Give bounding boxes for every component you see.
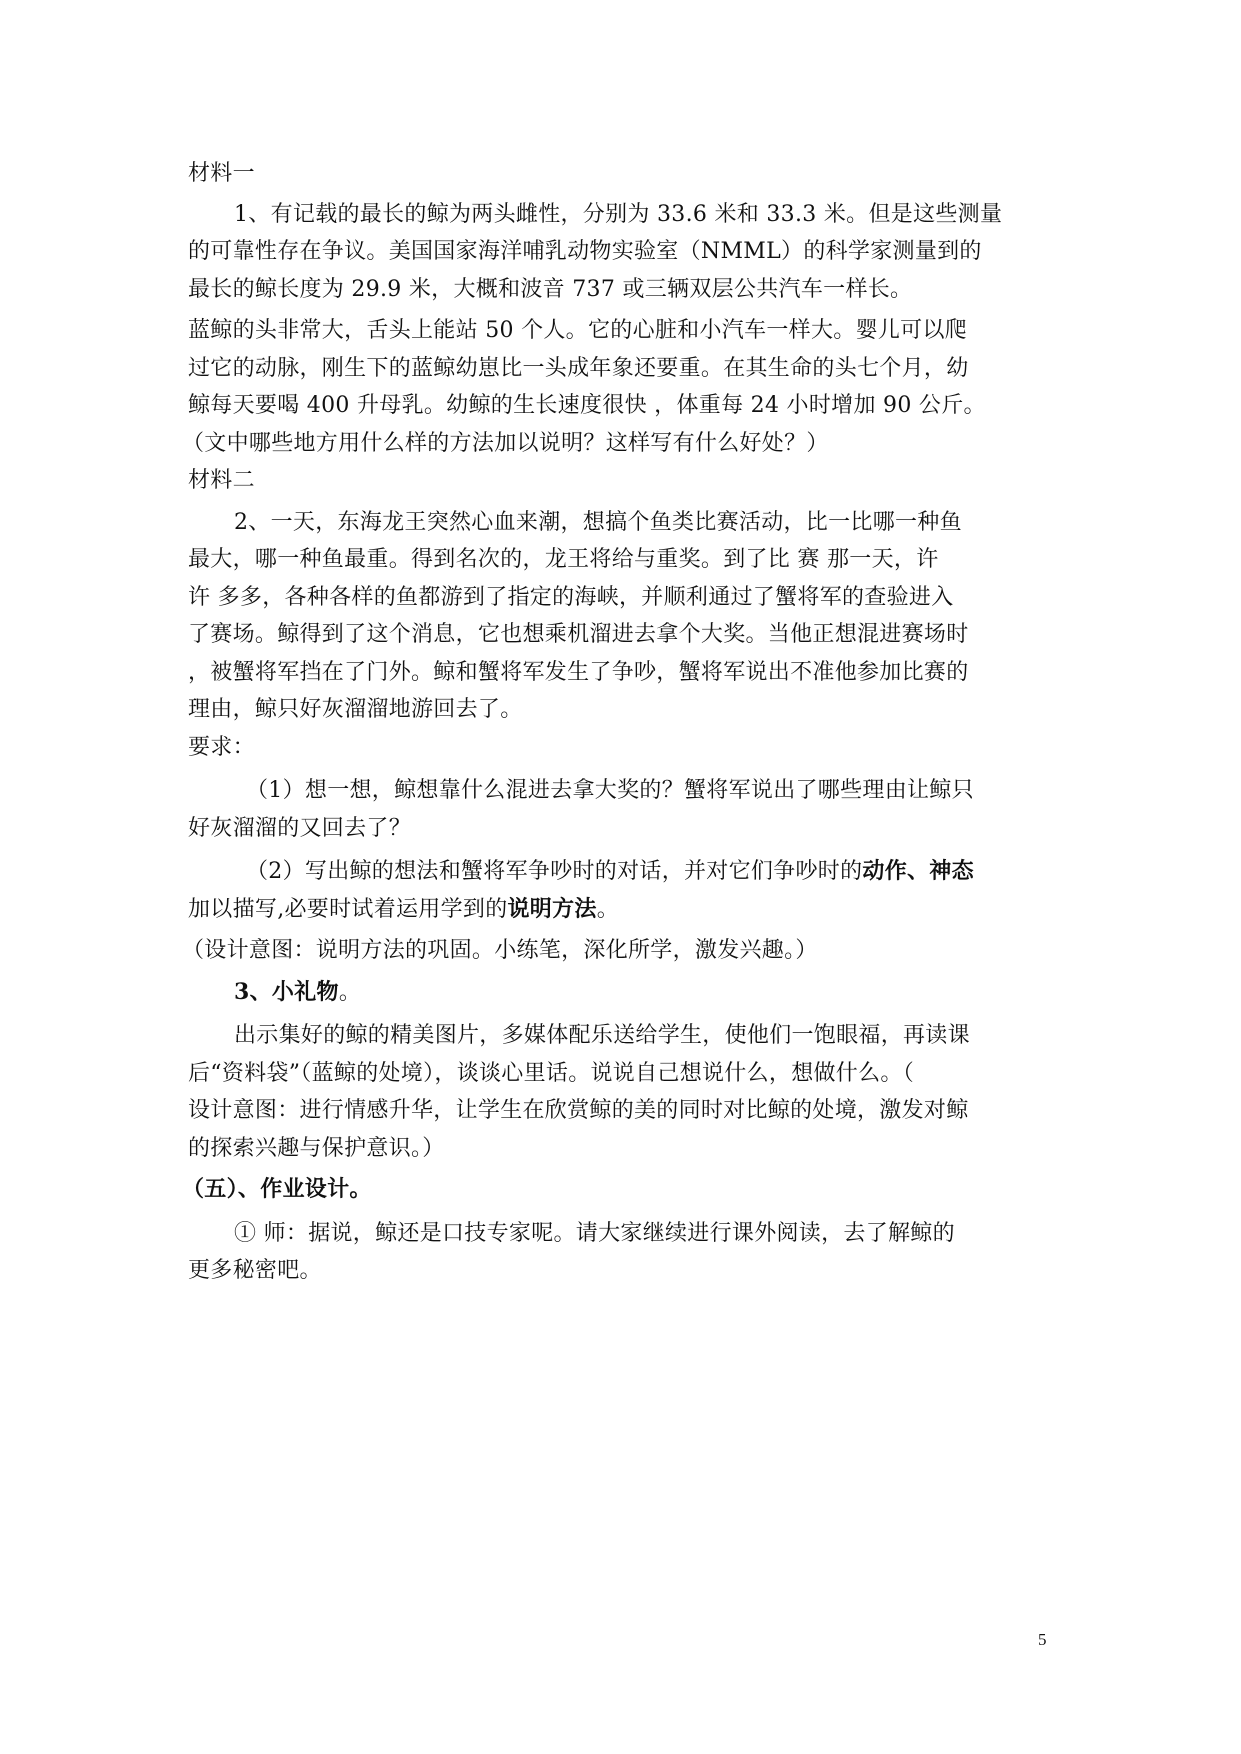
- section-heading: （五）、作业设计。: [182, 1176, 372, 1202]
- paragraph-line: 了赛场。鲸得到了这个消息，它也想乘机溜进去拿个大奖。当他正想混进赛场时: [188, 622, 969, 647]
- paragraph-line: 2、一天，东海龙王突然心血来潮，想搞个鱼类比赛活动，比一比哪一种鱼: [234, 509, 962, 535]
- paragraph-line: 的可靠性存在争议。美国国家海洋哺乳动物实验室（NMML）的科学家测量到的: [188, 239, 982, 264]
- paragraph-line: ① 师：据说，鲸还是口技专家呢。请大家继续进行课外阅读，去了解鲸的: [234, 1220, 955, 1246]
- paragraph-line: 最大，哪一种鱼最重。得到名次的，龙王将给与重奖。到了比 赛 那一天，许: [188, 547, 939, 572]
- requirement-text: 。: [596, 896, 620, 922]
- page-number: 5: [1038, 1630, 1047, 1649]
- material-one-heading: 材料一: [188, 161, 255, 186]
- paragraph-line: 最长的鲸长度为 29.9 米，大概和波音 737 或三辆双层公共汽车一样长。: [188, 276, 913, 302]
- requirement-line: [188, 891, 1058, 929]
- paragraph-line: 鲸每天要喝 400 升母乳。幼鲸的生长速度很快 ，体重每 24 小时增加 90 公斤。: [188, 393, 986, 418]
- paragraph-line: 后“资料袋”（蓝鲸的处境），谈谈心里话。说说自己想说什么，想做什么。（: [188, 1060, 914, 1086]
- paragraph-line: 1、有记载的最长的鲸为两头雌性，分别为 33.6 米和 33.3 米。但是这些测量: [234, 201, 1003, 227]
- requirement-text: 加以描写,必要时试着运用学到的: [188, 896, 508, 922]
- paragraph-line: 的探索兴趣与保护意识。）: [188, 1135, 445, 1161]
- emphasis-text: 动作、神态: [862, 858, 974, 884]
- paragraph-line: 出示集好的鲸的精美图片，多媒体配乐送给学生，使他们一饱眼福，再读课: [234, 1023, 970, 1048]
- paragraph-line: ，被蟹将军挡在了门外。鲸和蟹将军发生了争吵，蟹将军说出不准他参加比赛的: [188, 659, 969, 685]
- document-body: [182, 155, 1058, 1290]
- paragraph-line: 蓝鲸的头非常大，舌头上能站 50 个人。它的心脏和小汽车一样大。婴儿可以爬: [188, 318, 968, 343]
- paragraph-line: 设计意图：进行情感升华，让学生在欣赏鲸的美的同时对比鲸的处境，激发对鲸: [188, 1098, 969, 1123]
- requirement-line: （1）想一想，鲸想靠什么混进去拿大奖的？蟹将军说出了哪些理由让鲸只: [246, 778, 974, 803]
- section-heading-text: 3、小礼物: [234, 978, 339, 1005]
- section-heading-punct: 。: [338, 979, 362, 1005]
- question-text: （文中哪些地方用什么样的方法加以说明？这样写有什么好处？）: [182, 430, 829, 456]
- paragraph-line: 更多秘密吧。: [188, 1258, 322, 1283]
- requirement-line: 好灰溜溜的又回去了？: [188, 815, 412, 841]
- requirement-line: [188, 853, 1058, 891]
- material-two-heading: 材料二: [188, 468, 255, 493]
- paragraph-line: 过它的动脉，刚生下的蓝鲸幼崽比一头成年象还要重。在其生命的头七个月，幼: [188, 355, 969, 381]
- section-heading: [188, 974, 1058, 1012]
- requirement-text: （2）写出鲸的想法和蟹将军争吵时的对话，并对它们争吵时的: [246, 859, 863, 884]
- design-intent: （设计意图：说明方法的巩固。小练笔，深化所学，激发兴趣。）: [182, 938, 818, 963]
- paragraph-line: 许 多多，各种各样的鱼都游到了指定的海峡，并顺利通过了蟹将军的查验进入: [188, 584, 954, 610]
- emphasis-text: 说明方法: [507, 895, 597, 922]
- requirements-heading: 要求：: [188, 734, 255, 760]
- paragraph-line: 理由，鲸只好灰溜溜地游回去了。: [188, 697, 523, 722]
